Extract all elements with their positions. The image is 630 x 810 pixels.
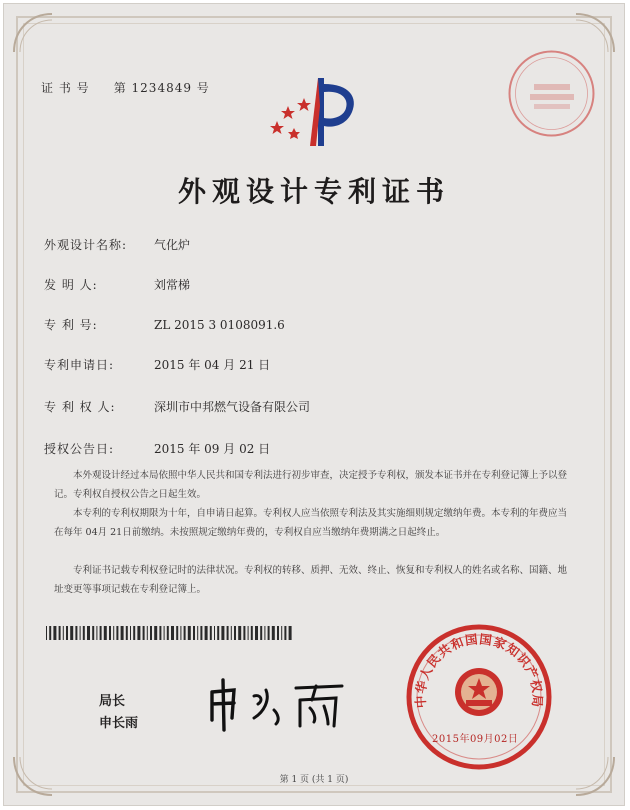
field-application-date (44, 356, 270, 373)
signature-name: 申长雨 (99, 716, 139, 731)
certificate-number-label: 证 书 号 (41, 81, 90, 95)
field-label: 发 明 人: (44, 278, 98, 292)
seal-text: 中华人民共和国国家知识产权局 (412, 631, 546, 709)
field-label: 专利申请日: (44, 358, 115, 372)
barcode (46, 626, 294, 640)
field-label: 专 利 权 人: (44, 400, 116, 414)
patent-office-logo (266, 76, 366, 148)
page-indicator: 第 1 页 (共 1 页) (279, 775, 349, 785)
field-patent-number (44, 316, 285, 333)
field-label: 授权公告日: (44, 442, 115, 456)
field-value: 气化炉 (154, 238, 191, 252)
field-label: 外观设计名称: (44, 238, 128, 252)
certificate-title: 外观设计专利证书 (177, 175, 450, 208)
field-inventor (44, 276, 190, 293)
field-patentee (44, 398, 310, 415)
certificate-number (41, 79, 210, 96)
field-value: 2015 年 09 月 02 日 (154, 442, 271, 456)
official-seal-stamp (404, 622, 554, 772)
field-grant-date (44, 440, 270, 457)
small-seal-stamp (504, 46, 599, 141)
seal-date: 2015年09月02日 (432, 734, 519, 745)
handwritten-signature (204, 674, 349, 734)
field-value: 刘常梯 (154, 278, 191, 292)
certificate-number-value: 第 1234849 号 (113, 81, 210, 95)
field-value: ZL 2015 3 0108091.6 (154, 318, 285, 332)
body-paragraph: 本专利的专利权期限为十年，自申请日起算。专利权人应当依照专利法及其实施细则规定缴纳年费。本专利的年费应当在每年 04月 21日前缴纳。未按照规定缴纳年费的，专利权自应当缴纳年费期满之日起终止。 (54, 508, 568, 538)
signature-title: 局长 (99, 694, 126, 709)
corner-ornament (12, 12, 56, 56)
body-paragraph: 专利证书记载专利权登记时的法律状况。专利权的转移、质押、无效、终止、恢复和专利权人的姓名或名称、国籍、地址变更等事项记载在专利登记簿上。 (54, 565, 568, 595)
field-label: 专 利 号: (44, 318, 98, 332)
body-paragraph: 本外观设计经过本局依照中华人民共和国专利法进行初步审查，决定授予专利权，颁发本证书并在专利登记簿上予以登记。专利权自授权公告之日起生效。 (54, 470, 568, 500)
field-value: 深圳市中邦燃气设备有限公司 (154, 400, 311, 414)
field-design-name (44, 236, 190, 253)
certificate-paper (3, 3, 625, 806)
field-value: 2015 年 04 月 21 日 (154, 358, 271, 372)
